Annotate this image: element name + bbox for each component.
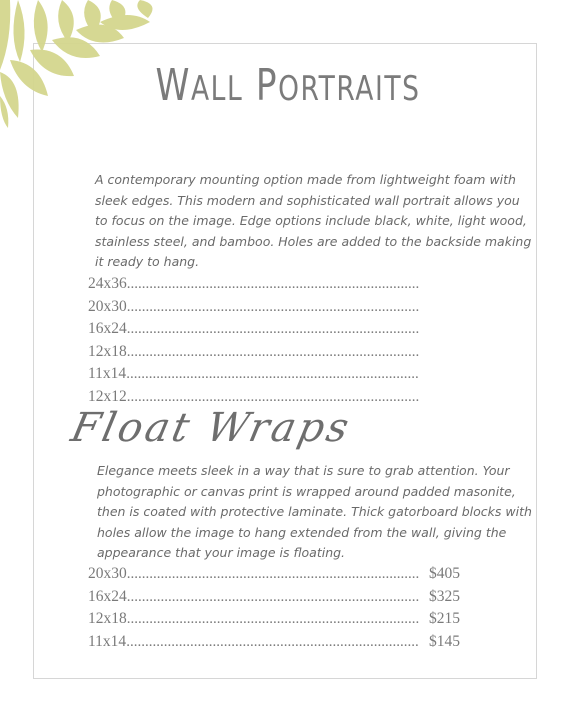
size-label: 20x30 — [88, 565, 127, 582]
size-label: 11x14 — [88, 365, 127, 382]
size-label: 16x24 — [88, 587, 127, 605]
float-wraps-price-list — [88, 563, 460, 653]
dot-leader: .............................................................................. — [126, 611, 420, 627]
size-label: 24x36 — [88, 275, 127, 292]
list-item — [88, 631, 460, 654]
dot-leader: .............................................................................. — [126, 298, 420, 315]
float-wraps-heading: Float Wraps — [67, 405, 356, 451]
size-label: 20x30 — [88, 297, 127, 315]
list-item — [88, 341, 424, 364]
list-item — [88, 318, 424, 341]
price-label: $405 — [429, 565, 460, 582]
list-item — [88, 296, 424, 319]
size-label: 12x18 — [88, 610, 127, 627]
size-label: 11x14 — [88, 632, 127, 650]
price-label: $325 — [429, 587, 460, 605]
price-label: $215 — [429, 610, 460, 627]
size-label: 16x24 — [88, 320, 127, 337]
price-label: $145 — [429, 632, 460, 650]
list-item — [88, 608, 460, 631]
list-item — [88, 363, 424, 386]
page-title: WALL PORTRAITS — [155, 60, 421, 111]
list-item — [88, 586, 460, 609]
list-item — [88, 563, 460, 586]
size-label: 12x18 — [88, 342, 127, 360]
dot-leader: .............................................................................. — [126, 633, 419, 650]
dot-leader: .............................................................................. — [126, 566, 420, 582]
size-label: 12x12 — [88, 387, 127, 405]
dot-leader: .............................................................................. — [126, 366, 419, 382]
dot-leader: .............................................................................. — [126, 321, 420, 337]
dot-leader: .............................................................................. — [126, 276, 420, 292]
float-wraps-description: Elegance meets sleek in a way that is sure to grab attention. Your photographic or canvas print is wrapped around padded masonite, then is coated with protective laminate. Thick gatorboard blocks with holes allow the image to hang extended from the wall, giving the appearance that your image is floating. — [97, 463, 532, 560]
dot-leader: .............................................................................. — [126, 388, 420, 405]
dot-leader: .............................................................................. — [126, 588, 420, 605]
dot-leader: .............................................................................. — [126, 343, 420, 360]
wall-portraits-size-list — [88, 273, 424, 408]
list-item — [88, 273, 424, 296]
wall-portraits-description: A contemporary mounting option made from lightweight foam with sleek edges. This modern and sophisticated wall portrait allows you to focus on the image. Edge options include black, white, light wood, stainless steel, and bamboo. Holes are added to the backside making it ready to hang. — [95, 172, 532, 269]
